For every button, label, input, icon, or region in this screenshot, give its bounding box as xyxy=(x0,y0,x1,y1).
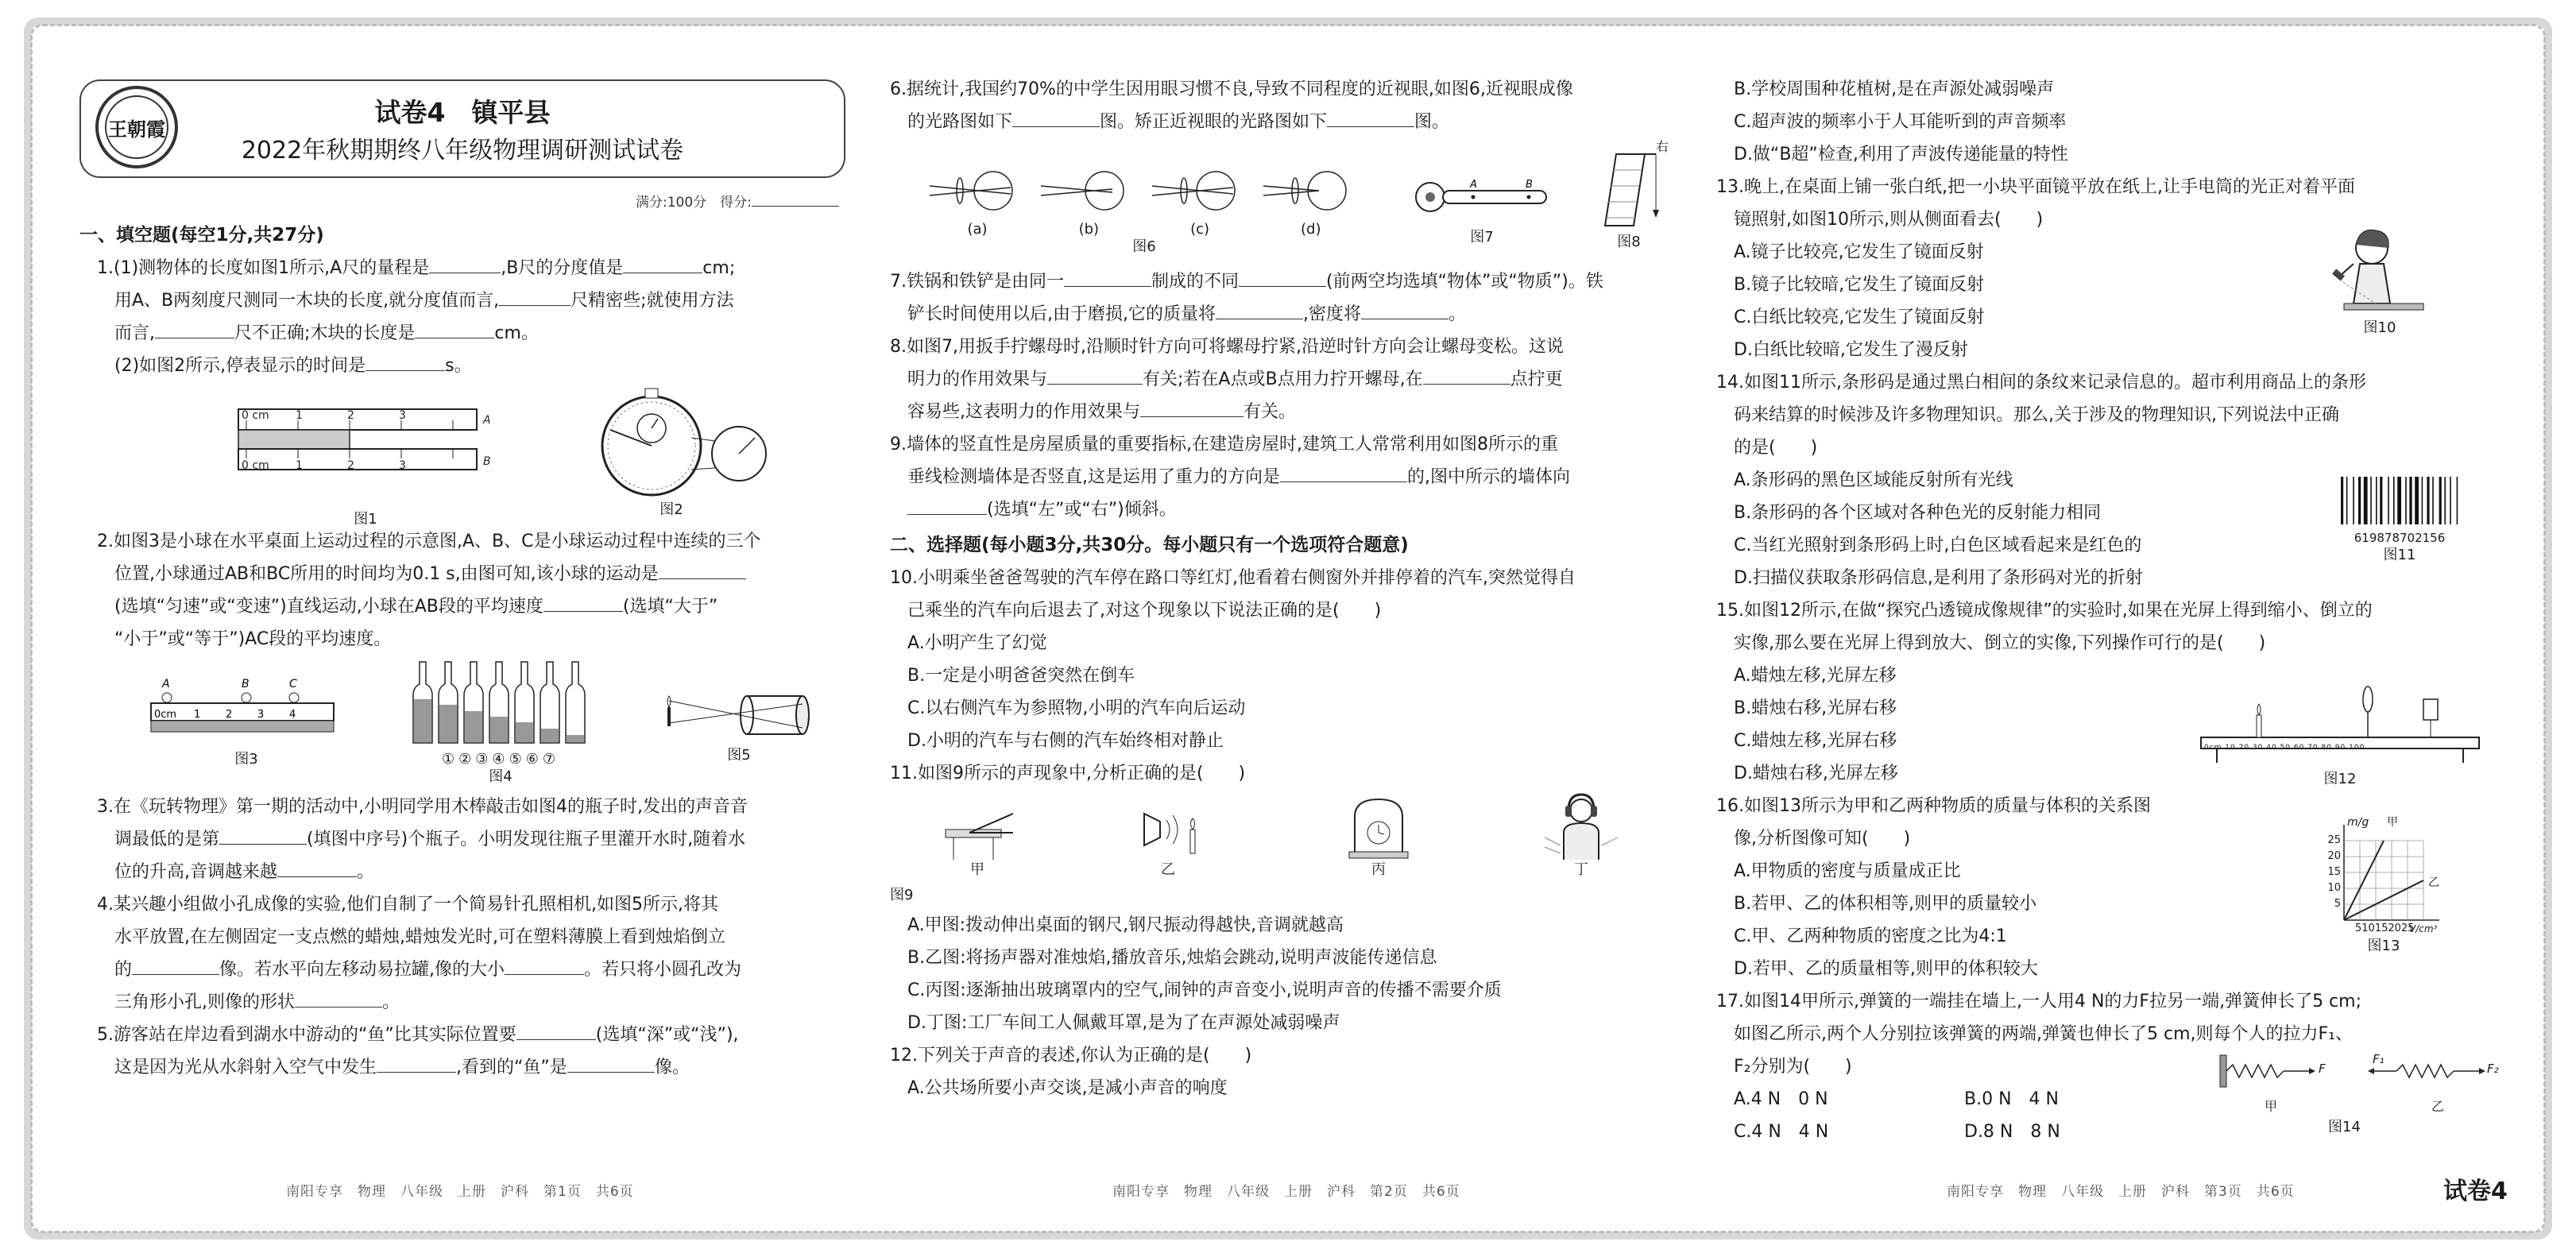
svg-text:C: C xyxy=(289,678,297,690)
fig9-speaker: 乙 xyxy=(1128,798,1208,879)
figures-3-4-5 xyxy=(79,656,842,791)
page-footer-1: 南阳专享 物理 八年级 上册 沪科 第1页 共6页 xyxy=(286,1184,634,1200)
barcode-bar xyxy=(2370,477,2372,524)
fig9-bell-jar: 丙 xyxy=(1343,793,1414,879)
answer-blank[interactable] xyxy=(429,252,501,273)
option-12b[interactable]: B.学校周围种花植树,是在声源处减弱噪声 xyxy=(1734,79,2055,99)
figure-6-eye-diagrams: (a) (b) (c) (d) 图6 xyxy=(922,165,1367,256)
option-16c[interactable]: C.甲、乙两种物质的密度之比为4:1 xyxy=(1734,926,2007,946)
svg-text:0 cm: 0 cm xyxy=(242,459,269,472)
option-12a[interactable]: A.公共场所要小声交谈,是减小声音的响度 xyxy=(907,1078,1228,1098)
fig13-y-ticks: 25 20 15 10 5 xyxy=(2327,834,2341,910)
answer-blank[interactable] xyxy=(295,986,382,1008)
publisher-logo: 王朝霞 xyxy=(95,86,178,168)
question-4: 4.某兴趣小组做小孔成像的实验,他们自制了一个简易针孔照相机,如图5所示,将其 xyxy=(97,895,718,915)
page-footer-2: 南阳专享 物理 八年级 上册 沪科 第2页 共6页 xyxy=(1112,1184,1460,1200)
svg-text:2: 2 xyxy=(347,459,354,472)
barcode-bar xyxy=(2376,477,2377,524)
answer-blank[interactable] xyxy=(366,350,445,371)
figure-13-mass-volume-graph: m/g 甲 乙 25 20 15 10 5 510152025 V/cm³ 图13 xyxy=(2320,817,2447,955)
answer-blank[interactable] xyxy=(415,317,494,338)
answer-blank[interactable] xyxy=(377,1051,456,1073)
barcode-bar xyxy=(2457,477,2458,524)
answer-blank[interactable] xyxy=(1064,265,1151,287)
barcode-bar xyxy=(2364,477,2368,524)
answer-blank[interactable] xyxy=(1216,298,1303,319)
question-3: 3.在《玩转物理》第一期的活动中,小明同学用木棒敲击如图4的瓶子时,发出的声音音 xyxy=(97,797,748,817)
option-17b[interactable]: B.0 N 4 N xyxy=(1964,1089,2059,1109)
option-12c[interactable]: C.超声波的频率小于人耳能听到的声音频率 xyxy=(1734,112,2067,132)
question-8: 8.如图7,用扳手拧螺母时,沿顺时针方向可将螺母拧紧,沿逆时针方向会让螺母变松。这说 xyxy=(890,337,1564,357)
option-13a[interactable]: A.镜子比较亮,它发生了镜面反射 xyxy=(1734,242,1984,262)
answer-blank[interactable] xyxy=(1012,106,1100,127)
figure-14-springs: F F₁ F₂ 甲 乙 图14 xyxy=(2217,1049,2503,1096)
option-14a[interactable]: A.条形码的黑色区域能反射所有光线 xyxy=(1734,470,2013,490)
answer-blank[interactable] xyxy=(277,856,357,877)
svg-text:B: B xyxy=(1526,179,1533,191)
option-12d[interactable]: D.做“B超”检查,利用了声波传递能量的特性 xyxy=(1734,145,2068,164)
barcode-bar xyxy=(2358,477,2361,524)
answer-blank[interactable] xyxy=(1423,363,1510,385)
svg-text:3: 3 xyxy=(399,459,406,472)
speaker-candle-diagram xyxy=(1128,798,1208,861)
option-11d[interactable]: D.丁图:工厂车间工人佩戴耳罩,是为了在声源处减弱噪声 xyxy=(907,1013,1340,1033)
figure-5-pinhole-camera: 图5 xyxy=(659,683,818,764)
option-14b[interactable]: B.条形码的各个区域对各种色光的反射能力相同 xyxy=(1734,503,2102,523)
figure-10-flashlight: 图10 xyxy=(2328,216,2431,337)
answer-blank[interactable] xyxy=(505,953,584,975)
fig6-labels: (a) (b) (c) (d) xyxy=(967,221,1321,238)
option-10d[interactable]: D.小明的汽车与右侧的汽车始终相对静止 xyxy=(907,731,1224,751)
option-11a[interactable]: A.甲图:拨动伸出桌面的钢尺,钢尺振动得越快,音调就越高 xyxy=(907,915,1344,935)
answer-blank[interactable] xyxy=(907,493,987,515)
svg-text:3: 3 xyxy=(257,709,265,721)
answer-blank[interactable] xyxy=(1361,298,1449,319)
option-17a[interactable]: A.4 N 0 N xyxy=(1734,1089,1828,1109)
answer-blank[interactable] xyxy=(1280,461,1407,482)
figures-6-7-8 xyxy=(890,138,1684,265)
vibrating-ruler-diagram xyxy=(938,798,1017,861)
svg-text:A: A xyxy=(483,414,491,427)
answer-blank[interactable] xyxy=(567,1051,655,1073)
question-2: 2.如图3是小球在水平桌面上运动过程的示意图,A、B、C是小球运动过程中连续的三个 xyxy=(97,532,761,551)
barcode-bar xyxy=(2444,477,2446,524)
eye-diagrams xyxy=(922,165,1367,221)
option-10c[interactable]: C.以右侧汽车为参照物,小明的汽车向后运动 xyxy=(907,698,1246,718)
option-11c[interactable]: C.丙图:逐渐抽出玻璃罩内的空气,闹钟的声音变小,说明声音的传播不需要介质 xyxy=(907,980,1502,1000)
column-2: 6.据统计,我国约70%的中学生因用眼习惯不良,导致不同程度的近视眼,如图6,近视眼成像 的光路图如下 图。矫正近视眼的光路图如下 图。 (a) (b) (c) (d) 图6 A B 图7 右 图8 7.铁锅和铁铲是由同一 制成的不同 (前两空均选填“物体”或“物质”)。铁 铲长时间使用以后,由于磨损,它的质量将 ,密度将 。 8.如图7,用扳手拧螺母时,沿顺时针方向可将螺母拧紧,沿逆时针方向会让螺母变松。这说 明力的作用效果与 有关;若在A点或B点用力拧开螺母,在 点拧更 容易些,这表明力的作用效果与 有关。 9.墙体的竖直性是房屋质量的重要指标,在建造房屋时,建筑工人常常利用如图8所示的重 垂线检测墙体是否竖直,这是运用了重力的方向是 的,图中所示的墙体向 (选填“左”或“右”)倾斜。 二、选择题(每小题3分,共30分。每小题只有一个选项符合题意) 10.小明乘坐爸爸驾驶的汽车停在路口等红灯,他看着右侧窗外并排停着的汽车,突然觉得自 己乘坐的汽车向后退去了,对这个现象以下说法正确的是( ) A.小明产生了幻觉 B.一定是小明爸爸突然在倒车 C.以右侧汽车为参照物,小明的汽车向后运动 D.小明的汽车与右侧的汽车始终相对静止 11.如图9所示的声现象中,分析正确的是( ) 甲 乙 丙 丁 图9 A.甲图:拨动伸出桌面的钢尺,钢尺振动得越快,音调就越高 B.乙图:将扬声器对准烛焰,播放音乐,烛焰会跳动,说明声波能传递信息 C.丙图:逐渐抽出玻璃罩内的空气,闹钟的声音变小,说明声音的传播不需要介质 D.丁图:工厂车间工人佩戴耳罩,是为了在声源处减弱噪声 12.下列关于声音的表述,你认为正确的是( ) A.公共场所要小声交谈,是减小声音的响度 xyxy=(890,73,1684,1104)
question-12: 12.下列关于声音的表述,你认为正确的是( ) xyxy=(890,1046,1252,1066)
option-10a[interactable]: A.小明产生了幻觉 xyxy=(907,633,1047,653)
option-16a[interactable]: A.甲物质的密度与质量成正比 xyxy=(1734,861,1961,881)
option-10b[interactable]: B.一定是小明爸爸突然在倒车 xyxy=(907,666,1135,686)
option-13b[interactable]: B.镜子比较暗,它发生了镜面反射 xyxy=(1734,275,1985,295)
barcode-graphic xyxy=(2336,474,2463,529)
paper-number-tag: 试卷4 xyxy=(2443,1178,2508,1205)
option-15b[interactable]: B.蜡烛右移,光屏右移 xyxy=(1734,698,1897,718)
barcode-bar xyxy=(2409,477,2412,524)
svg-text:1: 1 xyxy=(194,709,201,721)
answer-blank[interactable] xyxy=(1239,265,1326,287)
figure-7-wrench: A B 图7 xyxy=(1406,165,1557,246)
svg-text:A: A xyxy=(162,678,170,690)
barcode-bar xyxy=(2432,477,2434,524)
answer-blank[interactable] xyxy=(623,252,702,273)
svg-text:B: B xyxy=(242,678,249,690)
svg-text:2: 2 xyxy=(226,709,233,721)
option-11b[interactable]: B.乙图:将扬声器对准烛焰,播放音乐,烛焰会跳动,说明声波能传递信息 xyxy=(907,948,1437,968)
worker-earmuffs-diagram xyxy=(1541,790,1621,861)
barcode-bar xyxy=(2353,477,2354,524)
svg-text:0cm: 0cm xyxy=(154,709,177,721)
svg-text:1: 1 xyxy=(296,409,303,422)
barcode-bar xyxy=(2388,477,2389,524)
options-17-cd xyxy=(1716,1116,2511,1148)
question-15: 15.如图12所示,在做“探究凸透镜成像规律”的实验时,如果在光屏上得到缩小、倒立的 xyxy=(1716,601,2373,621)
option-15a[interactable]: A.蜡烛左移,光屏左移 xyxy=(1734,666,1897,686)
spring-diagram xyxy=(2217,1049,2503,1096)
figure-4-bottles: ①②③④⑤⑥⑦ 图4 xyxy=(405,656,596,786)
figure-1-rulers: 0 cm 1 2 3 0 cm 1 2 3 A B 图1 xyxy=(230,401,501,528)
option-15d[interactable]: D.蜡烛右移,光屏左移 xyxy=(1734,764,1898,783)
svg-text:B: B xyxy=(483,455,491,468)
wrench-diagram xyxy=(1406,165,1557,229)
svg-text:0 cm: 0 cm xyxy=(242,409,269,422)
option-16b[interactable]: B.若甲、乙的体积相等,则甲的质量较小 xyxy=(1734,894,2037,914)
figure-12-optical-bench: 0cm 10 20 30 40 50 60 70 80 90 100 图12 xyxy=(2193,675,2487,788)
figure-3-ball-motion: A B C 0cm 1 2 3 4 图3 xyxy=(143,671,350,768)
answer-blank[interactable] xyxy=(132,953,219,975)
ball-motion-diagram xyxy=(143,671,350,751)
barcode-bar xyxy=(2422,477,2423,524)
option-17c[interactable]: C.4 N 4 N xyxy=(1734,1122,1829,1142)
option-13d[interactable]: D.白纸比较暗,它发生了漫反射 xyxy=(1734,340,1968,360)
ruler-diagram xyxy=(230,401,501,505)
exam-title: 试卷4 镇平县 xyxy=(374,97,551,128)
figure-2-stopwatch: 图2 xyxy=(572,382,771,519)
svg-text:4: 4 xyxy=(289,709,296,721)
option-17d[interactable]: D.8 N 8 N xyxy=(1964,1122,2060,1142)
stopwatch-diagram xyxy=(572,382,771,501)
section-multiple-choice: 二、选择题(每小题3分,共30分。每小题只有一个选项符合题意) xyxy=(890,535,1409,555)
barcode-bar xyxy=(2393,477,2395,524)
figure-11-barcode: 619878702156 图11 xyxy=(2336,474,2463,564)
option-14d[interactable]: D.扫描仪获取条形码信息,是利用了条形码对光的折射 xyxy=(1734,568,2143,588)
answer-blank[interactable] xyxy=(659,558,746,579)
answer-blank[interactable] xyxy=(155,317,234,338)
exam-subtitle: 2022年秋期期终八年级物理调研测试试卷 xyxy=(241,137,684,164)
answer-blank[interactable] xyxy=(499,284,571,306)
optical-bench-diagram xyxy=(2193,675,2487,771)
option-15c[interactable]: C.蜡烛左移,光屏右移 xyxy=(1734,731,1897,751)
score-blank[interactable] xyxy=(752,191,839,207)
fig9-ruler: 甲 xyxy=(938,798,1017,879)
answer-blank[interactable] xyxy=(1327,106,1414,127)
barcode-bar xyxy=(2346,477,2348,524)
question-10: 10.小明乘坐爸爸驾驶的汽车停在路口等红灯,他看着右侧窗外并排停着的汽车,突然觉得自 xyxy=(890,568,1576,588)
answer-blank[interactable] xyxy=(516,1019,596,1040)
svg-text:2: 2 xyxy=(347,409,354,422)
barcode-bar xyxy=(2427,477,2429,524)
column-1: 一、填空题(每空1分,共27分) 1.(1)测物体的长度如图1所示,A尺的量程是 ,B尺的分度值是 cm; 用A、B两刻度尺测同一木块的长度,就分度值而言, 尺精密些;就使用方法 而言, 尺不正确;木块的长度是 cm。 (2)如图2所示,停表显示的时间是 s。 0 cm 1 2 3 0 cm 1 2 3 A B 图1 图2 2.如图3是小球在水平桌面上运动过程的示意图,A、B、C是小球运动过程中连续的三个 位置,小球通过AB和BC所用的时间均为0.1 s,由图可知,该小球的运动是 (选填“匀速”或“变速”)直线运动,小球在AB段的平均速度 (选填“大于” “小于”或“等于”)AC段的平均速度。 A B C 0cm 1 2 3 4 图3 ①②③④⑤⑥⑦ 图4 图5 3.在《玩转物理》第一期的活动中,小明同学用木棒敲击如图4的瓶子时,发出的声音音 调最低的是第 (填图中序号)个瓶子。小明发现往瓶子里灌开水时,随着水 位的升高,音调越来越 。 4.某兴趣小组做小孔成像的实验,他们自制了一个简易针孔照相机,如图5所示,将其 水平放置,在左侧固定一支点燃的蜡烛,蜡烛发光时,可在塑料薄膜上看到烛焰倒立 的 像。若水平向左移动易拉罐,像的大小 。若只将小圆孔改为 三角形小孔,则像的形状 。 5.游客站在岸边看到湖水中游动的“鱼”比其实际位置要 (选填“深”或“浅”), 这是因为光从水斜射入空气中发生 ,看到的“鱼”是 像。 xyxy=(79,216,842,1084)
column-3: B.学校周围种花植树,是在声源处减弱噪声 C.超声波的频率小于人耳能听到的声音频率 D.做“B超”检查,利用了声波传递能量的特性 13.晚上,在桌面上铺一张白纸,把一小块平面镜平放在纸上,让手电筒的光正对着平面 镜照射,如图10所示,则从侧面看去( ) A.镜子比较亮,它发生了镜面反射 B.镜子比较暗,它发生了镜面反射 C.白纸比较亮,它发生了镜面反射 D.白纸比较暗,它发生了漫反射 14.如图11所示,条形码是通过黑白相间的条纹来记录信息的。超市利用商品上的条形 码来结算的时候涉及许多物理知识。那么,关于涉及的物理知识,下列说法中正确 的是( ) A.条形码的黑色区域能反射所有光线 B.条形码的各个区域对各种色光的反射能力相同 C.当红光照射到条形码上时,白色区域看起来是红色的 D.扫描仪获取条形码信息,是利用了条形码对光的折射 15.如图12所示,在做“探究凸透镜成像规律”的实验时,如果在光屏上得到缩小、倒立的 实像,那么要在光屏上得到放大、倒立的实像,下列操作可行的是( ) A.蜡烛左移,光屏左移 B.蜡烛右移,光屏右移 C.蜡烛左移,光屏右移 D.蜡烛右移,光屏左移 16.如图13所示为甲和乙两种物质的质量与体积的关系图 像,分析图像可知( ) A.甲物质的密度与质量成正比 B.若甲、乙的体积相等,则甲的质量较小 C.甲、乙两种物质的密度之比为4:1 D.若甲、乙的质量相等,则甲的体积较大 17.如图14甲所示,弹簧的一端挂在墙上,一人用4 N的力F拉另一端,弹簧伸长了5 cm; 如图乙所示,两个人分别拉该弹簧的两端,弹簧也伸长了5 cm,则每个人的拉力F₁、 F₂分别为( ) A.4 N 0 N B.0 N 4 N C.4 N 4 N D.8 N 8 N xyxy=(1716,73,2511,1148)
barcode-bar xyxy=(2405,477,2407,524)
question-16: 16.如图13所示为甲和乙两种物质的质量与体积的关系图 xyxy=(1716,796,2151,816)
svg-text:1: 1 xyxy=(296,459,303,472)
question-11: 11.如图9所示的声现象中,分析正确的是( ) xyxy=(890,764,1246,783)
figure-9-sound: 甲 乙 丙 丁 图9 xyxy=(890,790,1684,909)
question-1: 1.(1)测物体的长度如图1所示,A尺的量程是 ,B尺的分度值是 cm; xyxy=(79,252,842,284)
svg-text:3: 3 xyxy=(399,409,406,422)
figures-1-2 xyxy=(79,385,842,528)
question-13: 13.晚上,在桌面上铺一张白纸,把一小块平面镜平放在纸上,让手电筒的光正对着平面 xyxy=(1716,177,2355,197)
answer-blank[interactable] xyxy=(543,590,623,612)
question-14: 14.如图11所示,条形码是通过黑白相间的条纹来记录信息的。超市利用商品上的条形 xyxy=(1716,373,2366,393)
barcode-bar xyxy=(2341,477,2343,524)
question-5: 5.游客站在岸边看到湖水中游动的“鱼”比其实际位置要 (选填“深”或“浅”), xyxy=(79,1019,842,1051)
question-6: 6.据统计,我国约70%的中学生因用眼习惯不良,导致不同程度的近视眼,如图6,近视眼成像 xyxy=(890,79,1573,99)
barcode-bar xyxy=(2397,477,2401,524)
bottles-diagram xyxy=(405,656,596,751)
barcode-bar xyxy=(2380,477,2382,524)
score-field: 满分:100分 得分: xyxy=(636,191,839,211)
bell-jar-diagram xyxy=(1343,793,1414,861)
figure-8-plumb-line: 右 图8 xyxy=(1589,138,1669,251)
option-14c[interactable]: C.当红光照射到条形码上时,白色区域看起来是红色的 xyxy=(1734,536,2142,555)
question-9: 9.墙体的竖直性是房屋质量的重要指标,在建造房屋时,建筑工人常常利用如图8所示的重 xyxy=(890,435,1558,454)
option-13c[interactable]: C.白纸比较亮,它发生了镜面反射 xyxy=(1734,307,1985,327)
exam-header xyxy=(79,79,845,178)
question-17: 17.如图14甲所示,弹簧的一端挂在墙上,一人用4 N的力F拉另一端,弹簧伸长了5 cm; xyxy=(1716,992,2361,1011)
section-fill-blank: 一、填空题(每空1分,共27分) xyxy=(79,225,324,246)
pinhole-camera-diagram xyxy=(659,683,818,747)
barcode-bar xyxy=(2450,477,2451,524)
fig9-worker: 丁 xyxy=(1541,790,1621,879)
option-16d[interactable]: D.若甲、乙的质量相等,则甲的体积较大 xyxy=(1734,959,2038,979)
answer-blank[interactable] xyxy=(1140,396,1244,417)
svg-text:A: A xyxy=(1470,179,1477,191)
question-7: 7.铁锅和铁铲是由同一 制成的不同 (前两空均选填“物体”或“物质”)。铁 xyxy=(890,265,1684,298)
answer-blank[interactable] xyxy=(219,823,307,845)
barcode-bar xyxy=(2439,477,2442,524)
answer-blank[interactable] xyxy=(1047,363,1143,385)
flashlight-girl-diagram xyxy=(2328,216,2431,319)
barcode-bar xyxy=(2415,477,2419,524)
page-footer-3: 南阳专享 物理 八年级 上册 沪科 第3页 共6页 xyxy=(1947,1184,2295,1200)
